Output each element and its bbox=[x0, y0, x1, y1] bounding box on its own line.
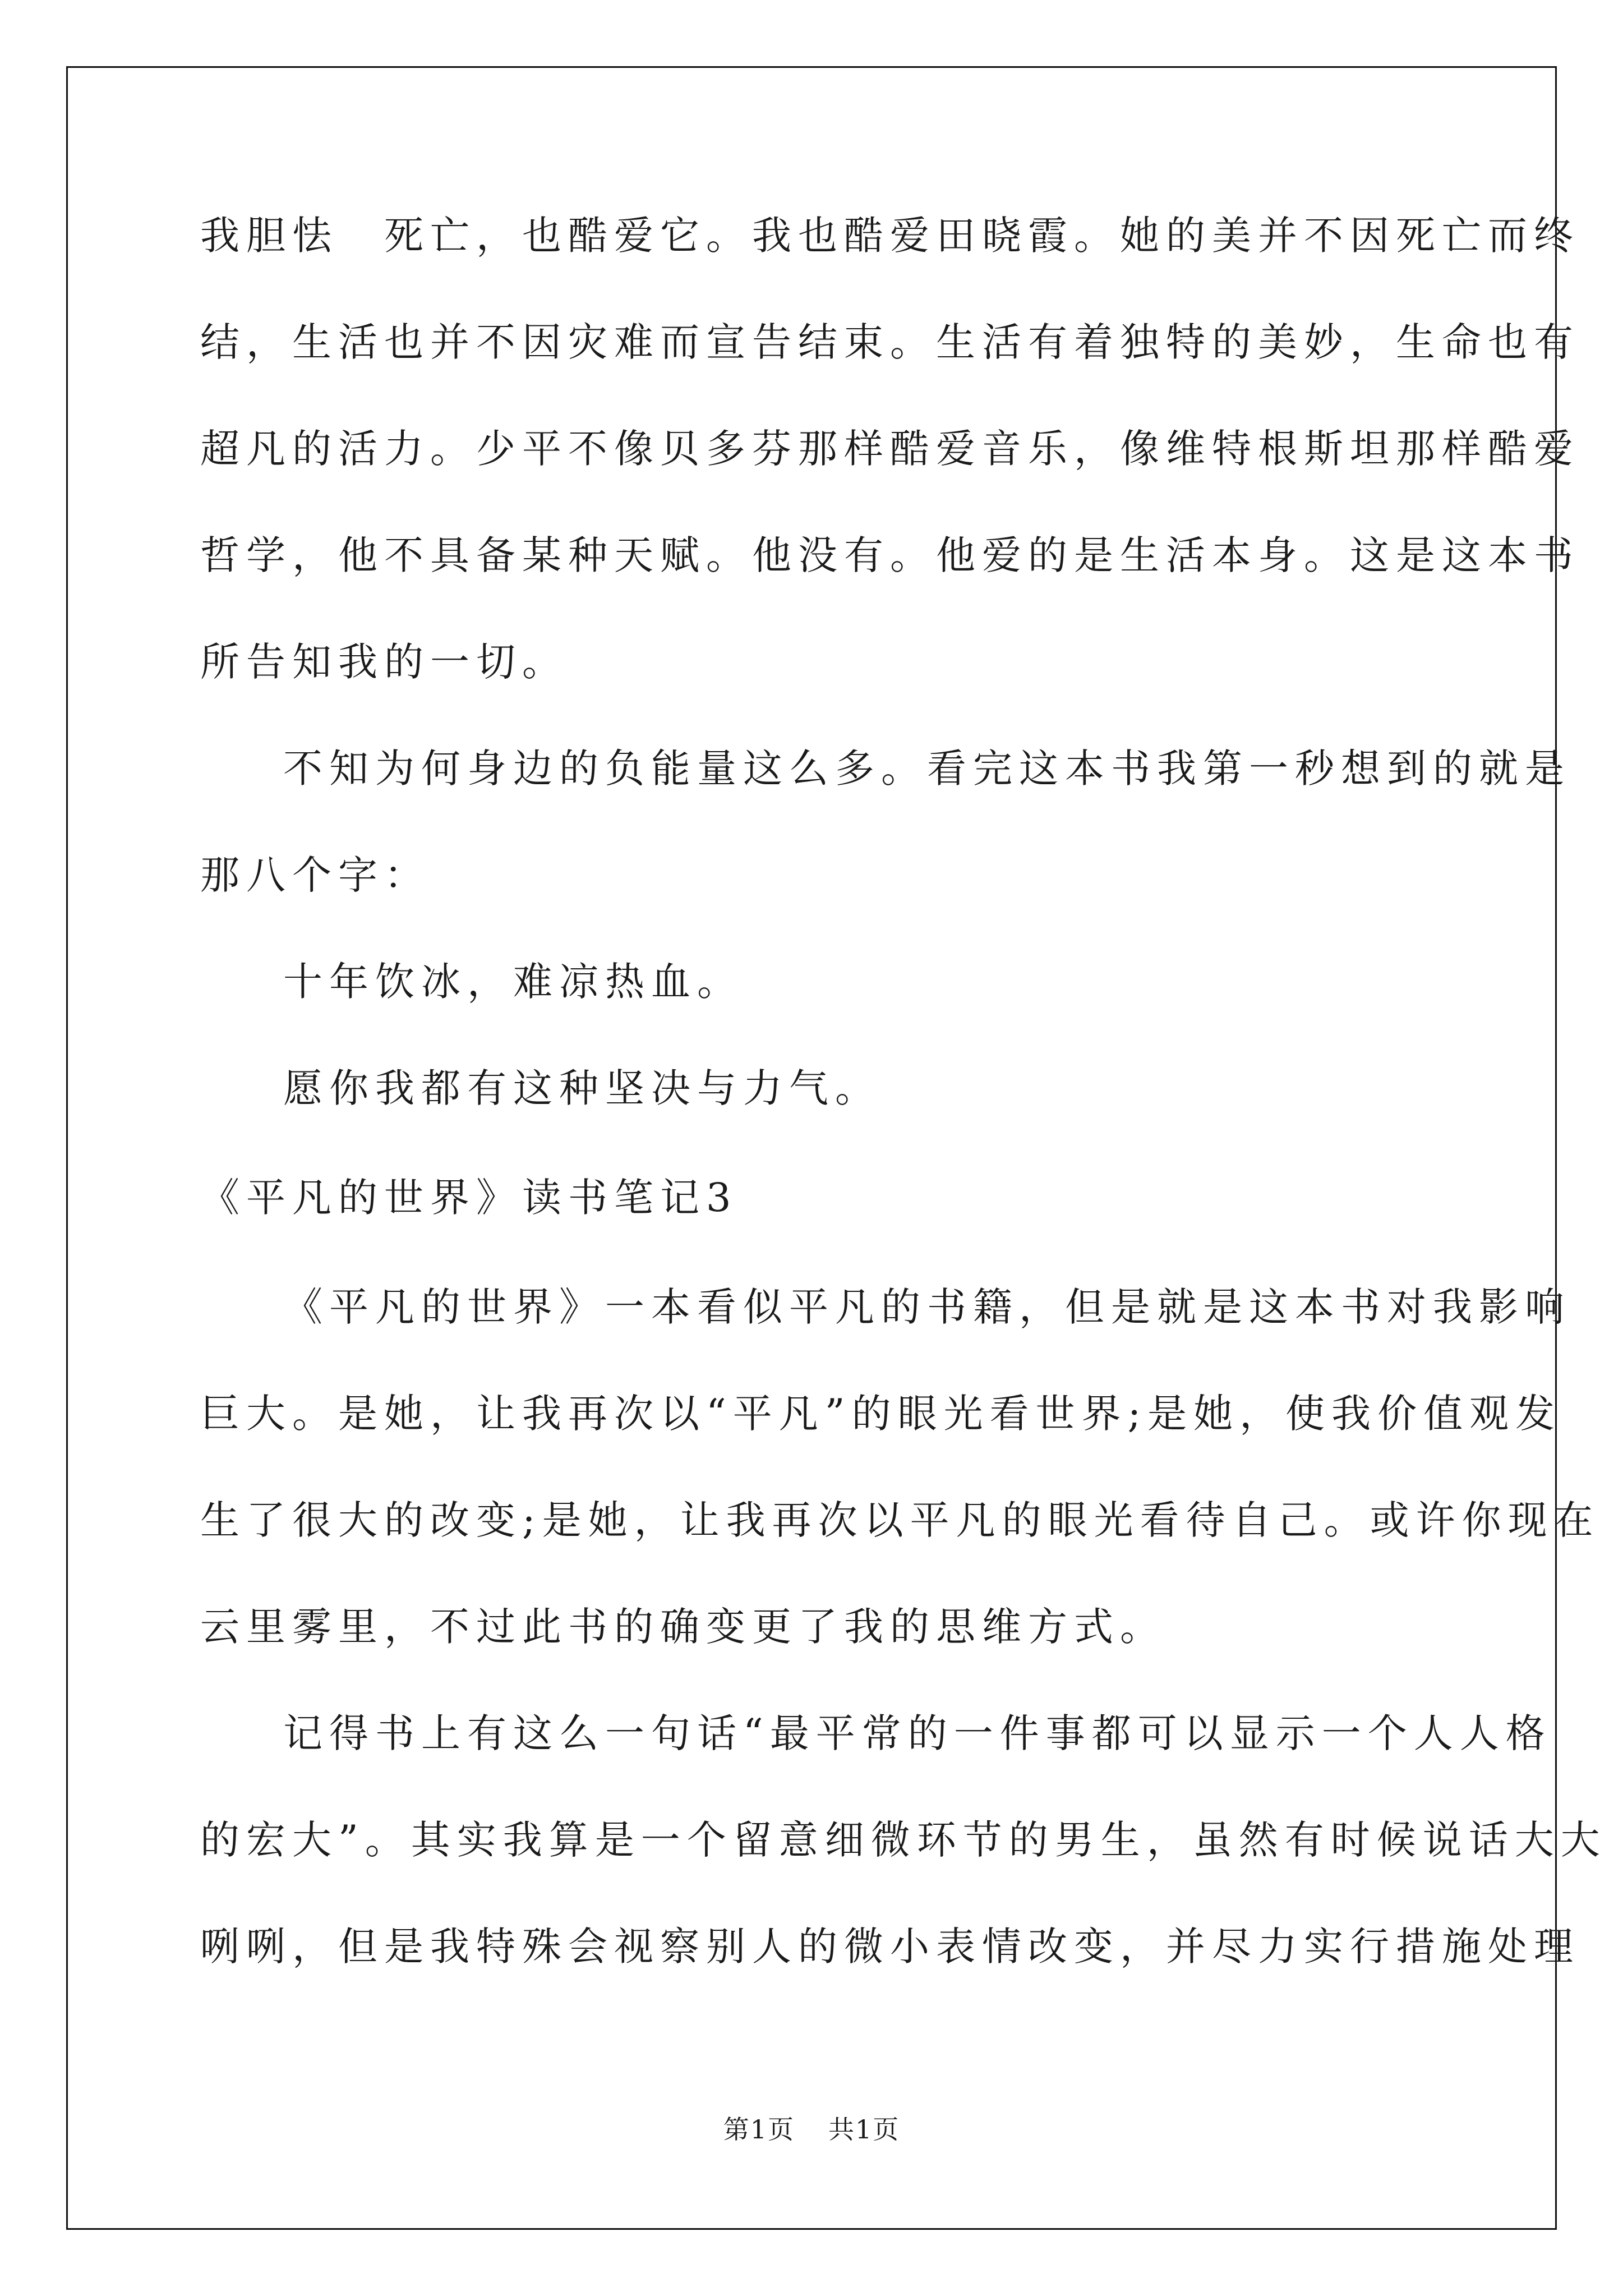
text-line: 《平凡的世界》一本看似平凡的书籍，但是就是这本书对我影响 bbox=[283, 1284, 1571, 1330]
text-line: 记得书上有这么一句话“最平常的一件事都可以显示一个人人格 bbox=[283, 1710, 1552, 1756]
page-number: 第1页 bbox=[723, 2114, 795, 2145]
section-heading: 《平凡的世界》读书笔记3 bbox=[200, 1175, 738, 1221]
text-line: 那八个字： bbox=[200, 852, 430, 898]
text-line: 我胆怯 死亡，也酷爱它。我也酷爱田晓霞。她的美并不因死亡而终 bbox=[200, 213, 1580, 259]
text-line: 云里雾里，不过此书的确变更了我的思维方式。 bbox=[200, 1604, 1166, 1650]
text-line: 巨大。是她，让我再次以“平凡”的眼光看世界;是她，使我价值观发 bbox=[200, 1391, 1562, 1437]
page-footer bbox=[0, 2109, 1623, 2146]
text-line: 不知为何身边的负能量这么多。看完这本书我第一秒想到的就是 bbox=[283, 746, 1571, 792]
text-line: 的宏大”。其实我算是一个留意细微环节的男生，虽然有时候说话大大 bbox=[200, 1817, 1607, 1863]
text-line: 所告知我的一切。 bbox=[200, 639, 568, 685]
text-line: 十年饮冰，难凉热血。 bbox=[283, 959, 743, 1005]
text-line: 愿你我都有这种坚决与力气。 bbox=[283, 1065, 881, 1111]
text-line: 生了很大的改变;是她，让我再次以平凡的眼光看待自己。或许你现在 bbox=[200, 1497, 1600, 1543]
page-total: 共1页 bbox=[828, 2114, 900, 2145]
text-line: 结，生活也并不因灾难而宣告结束。生活有着独特的美妙，生命也有 bbox=[200, 319, 1580, 365]
text-line: 哲学，他不具备某种天赋。他没有。他爱的是生活本身。这是这本书 bbox=[200, 532, 1580, 578]
page-border bbox=[66, 66, 1557, 2230]
text-line: 咧咧，但是我特殊会视察别人的微小表情改变，并尽力实行措施处理 bbox=[200, 1924, 1580, 1970]
text-line: 超凡的活力。少平不像贝多芬那样酷爱音乐，像维特根斯坦那样酷爱 bbox=[200, 426, 1580, 472]
